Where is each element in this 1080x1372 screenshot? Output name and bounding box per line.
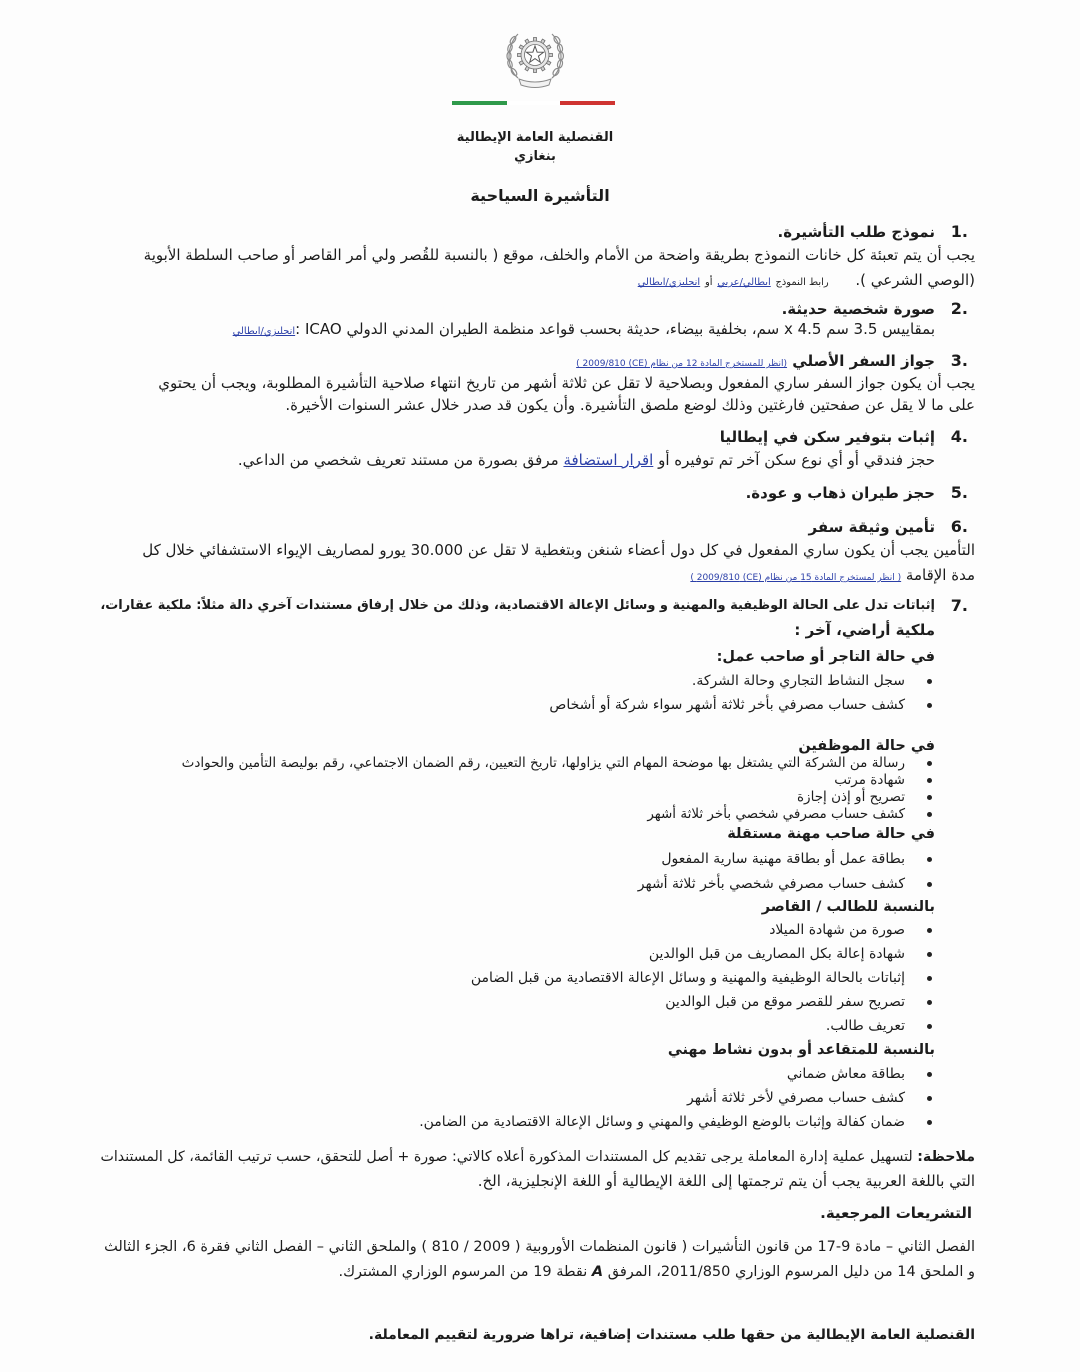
item-heading: [82, 351, 935, 374]
form-link-it-ar[interactable]: ايطالي/عربي: [717, 277, 771, 288]
bullet-icon: [927, 1120, 932, 1125]
accommodation-text-after: مرفق بصورة من مستند تعريف شخصي من الداعي.: [237, 451, 559, 469]
list-item-text: بطاقة معاش ضماني: [786, 1066, 905, 1082]
list-item-text: كشف حساب مصرفي شخصي بأخر ثلاثة أشهر: [637, 876, 905, 892]
page-title: التأشيرة السياحية: [470, 186, 610, 205]
item-heading: تأمين وثيقة سفر: [808, 518, 935, 536]
item-body-line: [82, 565, 975, 588]
note-label: ملاحظة:: [917, 1149, 975, 1165]
flag-white: [507, 101, 560, 105]
item-body-line: التأمين يجب أن يكون ساري المفعول في كل دول أعضاء شنغن وبتغطية لا تقل عن 30.000 يورو لمصاريف الإيواء الاستشفائي خلال كل: [142, 541, 975, 559]
item-heading: حجز طيران ذهاب و عودة.: [745, 484, 935, 502]
item-heading: إثباتات تدل على الحالة الوظيفية والمهنية و وسائل الإعالة الاقتصادية، وذلك من خلال إرفاق مستندات آخري دالة مثلاً: ملكية عقارات،: [100, 598, 935, 613]
legislation-text: و الملحق 14 من دليل المرسوم الوزاري 2011/850، المرفق: [607, 1264, 975, 1280]
stay-duration-text: مدة الإقامة: [905, 566, 975, 584]
form-link-separator: أو: [704, 277, 713, 288]
bullet-icon: [927, 952, 932, 957]
legislation-line: الفصل الثاني – مادة 9-17 من قانون التأشيرات ( قانون المنظمات الأوروبية ( 2009 / 810 ) والملحق الثاني – الفصل الثاني فقرة 6، الجزء الثالث: [104, 1239, 975, 1255]
list-item-text: كشف حساب مصرفي شخصي بأخر ثلاثة أشهر: [647, 806, 905, 822]
bullet-icon: [927, 928, 932, 933]
bullet-icon: [927, 795, 932, 800]
bullet-icon: [927, 857, 932, 862]
guardian-text: (الوصي الشرعي ).: [855, 271, 975, 289]
tricolor-line: [452, 101, 615, 105]
list-item: [82, 695, 905, 715]
photo-spec-link[interactable]: انجليزي/ايطالي: [232, 326, 296, 337]
list-item: [82, 968, 905, 988]
list-item-text: تصريح سفر للقصر موقع من قبل الوالدين: [665, 994, 905, 1010]
item-heading: إثبات بتوفير سكن في إيطاليا: [719, 428, 935, 446]
list-item: [82, 944, 905, 964]
footer-statement: القنصلية العامة الإيطالية من حقها طلب مستندات إضافية، تراها ضرورية لتقييم المعاملة.: [368, 1327, 975, 1343]
item-number: 6.: [950, 517, 968, 536]
wreath-right: [552, 34, 564, 78]
item-body-line: يجب أن يكون جواز السفر ساري المفعول وبصلاحية لا تقل عن ثلاثة أشهر من تاريخ انتهاء صلاحية التأشيرة المطلوبة، ويجب أن يحتوي: [158, 374, 975, 392]
regulation-reference-link[interactable]: (انظر للمستخرج المادة 12 من نظام (CE) 2009/810 ): [576, 359, 788, 369]
list-item-text: بطاقة عمل أو بطاقة مهنية سارية المفعول: [661, 851, 905, 867]
bullet-icon: [927, 761, 932, 766]
list-item: [82, 1088, 905, 1108]
group-title: في حالة التاجر أو صاحب عمل:: [716, 649, 935, 665]
list-item-text: تعريف طالب.: [825, 1018, 905, 1034]
item-heading-text: جواز السفر الأصلي: [792, 352, 935, 370]
bullet-icon: [927, 1000, 932, 1005]
list-item: [82, 1016, 905, 1036]
group-title: في حالة الموظفين: [798, 738, 935, 754]
item-number: 7.: [950, 596, 968, 615]
legislation-title: التشريعات المرجعية.: [820, 1204, 972, 1222]
list-item-text: صورة من شهادة الميلاد: [769, 922, 905, 938]
list-item: [82, 874, 905, 894]
legislation-line: [82, 1262, 975, 1282]
list-item-text: تصريح أو إذن إجازة: [796, 789, 905, 805]
group-title: بالنسبة للطالب / القاصر: [761, 899, 935, 915]
regulation-reference-link[interactable]: ( انظر لمستخرج المادة 15 من نظام (CE) 2009/810 ): [690, 573, 902, 583]
item-number: 3.: [950, 351, 968, 370]
flag-green: [452, 101, 507, 105]
photo-spec-text: بمقاييس 3.5 سم x 4.5 سم، بخلفية بيضاء، حديثة بحسب قواعد منظمة الطيران المدني الدولي ICAO :: [295, 320, 935, 338]
list-item: [82, 772, 905, 789]
list-item-text: رسالة من الشركة التي يشتغل بها موضحة المهام التي يزاولها، تاريخ التعيين، رقم الضمان الاجتماعي، رقم بوليصة التأمين والحوادث: [181, 755, 905, 771]
hospitality-declaration-link[interactable]: اقرار استضافة: [563, 451, 654, 469]
note-line: [82, 1147, 975, 1167]
bullet-icon: [927, 976, 932, 981]
item-number: 4.: [950, 427, 968, 446]
wreath-left: [507, 34, 518, 78]
note-text: لتسهيل عملية إدارة المعاملة يرجى تقديم كل المستندات المذكورة أعلاه كالاتي: صورة + أصل للتحقق، حسب ترتيب القائمة، كل المستندات: [100, 1149, 913, 1165]
italian-republic-emblem-icon: [503, 24, 567, 90]
city-name: بنغازي: [514, 149, 556, 164]
bullet-icon: [927, 679, 932, 684]
item-number: 1.: [950, 222, 968, 241]
list-item-text: ضمان كفالة وإثبات بالوضع الوظيفي والمهني و وسائل الإعالة الاقتصادية من الضامن.: [419, 1114, 905, 1130]
form-link-en-it[interactable]: انجليزي/ايطالي: [637, 277, 701, 288]
list-item-text: سجل النشاط التجاري وحالة الشركة.: [691, 673, 905, 689]
bullet-icon: [927, 1096, 932, 1101]
bullet-icon: [927, 778, 932, 783]
flag-red: [560, 101, 615, 105]
item-body-line: [82, 319, 935, 342]
bullet-icon: [927, 703, 932, 708]
item-heading: نموذج طلب التأشيرة.: [777, 223, 935, 241]
list-item: [82, 849, 905, 869]
annex-marker: A: [591, 1264, 604, 1280]
group-title: في حالة صاحب مهنة مستقلة: [727, 826, 935, 842]
bullet-icon: [927, 882, 932, 887]
item-body-line: [82, 270, 975, 293]
consulate-name: القنصلية العامة الإيطالية: [456, 130, 614, 145]
item-body-line: [82, 450, 935, 470]
bullet-icon: [927, 1024, 932, 1029]
list-item-text: شهادة مرتب: [834, 772, 905, 788]
item-number: 2.: [950, 299, 968, 318]
item-heading: ملكية أراضي، آخر :: [794, 621, 935, 639]
list-item: [82, 992, 905, 1012]
accommodation-text: حجز فندقي أو أي نوع سكن آخر تم توفيره أو: [658, 451, 935, 469]
list-item: [82, 920, 905, 940]
form-link-label: رابط النموذج: [775, 277, 829, 288]
item-body-line: على ما لا يقل عن صفحتين فارغتين وذلك لوضع ملصق التأشيرة. وأن يكون قد صدر خلال عشر السنوات الأخيرة.: [285, 396, 975, 414]
item-number: 5.: [950, 483, 968, 502]
list-item-text: إثباتات بالحالة الوظيفية والمهنية و وسائل الإعالة الاقتصادية من قبل الضامن: [470, 970, 905, 986]
list-item-text: شهادة إعالة بكل المصاريف من قبل الوالدين: [648, 946, 905, 962]
list-item: [82, 671, 905, 691]
list-item: [82, 789, 905, 806]
list-item: [82, 806, 905, 823]
list-item: [82, 1112, 905, 1132]
list-item-text: كشف حساب مصرفي لأخر ثلاثة أشهر: [686, 1090, 905, 1106]
group-title: بالنسبة للمتقاعد أو بدون نشاط مهني: [667, 1042, 935, 1058]
ribbon: [519, 79, 551, 88]
item-heading: صورة شخصية حديثة.: [781, 300, 935, 318]
note-line: التي باللغة العربية يجب أن يتم ترجمتها إلى اللغة الإيطالية أو اللغة الإنجليزية، الخ.: [477, 1172, 975, 1190]
list-item: [82, 1064, 905, 1084]
bullet-icon: [927, 812, 932, 817]
list-item: [82, 755, 905, 772]
legislation-text-after: نقطة 19 من المرسوم الوزاري المشترك.: [338, 1264, 588, 1280]
list-item-text: كشف حساب مصرفي بأخر ثلاثة أشهر سواء شركة أو أشخاص: [549, 697, 905, 713]
item-body-line: يجب أن يتم تعبئة كل خانات النموذج بطريقة واضحة من الأمام والخلف، موقع ( بالنسبة للقُصر ولي أمر القاصر أو صاحب السلطة الأبوية: [143, 246, 975, 264]
bullet-icon: [927, 1072, 932, 1077]
